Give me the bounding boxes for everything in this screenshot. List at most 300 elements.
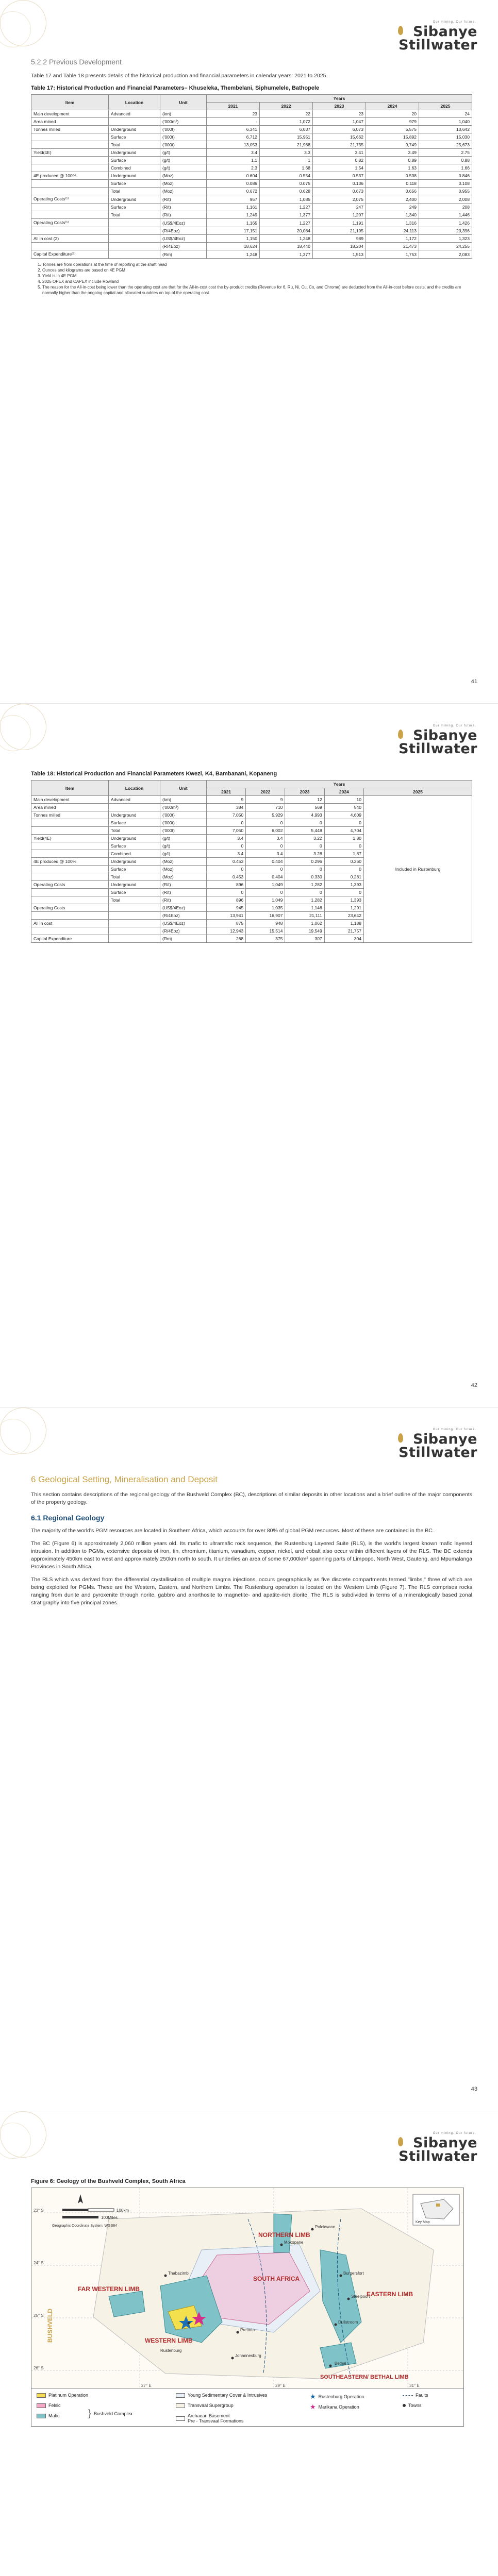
cell-value: 0: [246, 889, 285, 896]
cell-location: Total: [109, 827, 160, 835]
cell-unit: ('000t): [160, 141, 207, 149]
cell-value: 0: [246, 819, 285, 827]
cell-unit: ('000t): [160, 811, 207, 819]
cell-value: 896: [207, 881, 246, 889]
label-western: WESTERN LIMB: [145, 2337, 193, 2344]
north-arrow-icon: [78, 2194, 83, 2204]
cell-item: Operating Costs: [31, 904, 109, 912]
table-note: 3. Yield is in 4E PGM: [42, 273, 472, 279]
cell-location: Underground: [109, 835, 160, 842]
cell-value: 4,993: [285, 811, 324, 819]
cell-item: Area mined: [31, 118, 109, 126]
table-17-title: Table 17: Historical Production and Financial Parameters– Khuseleka, Thembelani, Siphumelele, Bathopele: [31, 85, 320, 91]
cell-value: 20: [366, 110, 419, 118]
cell-value: 2,075: [313, 195, 366, 204]
cell-item: Capital Expenditure: [31, 935, 109, 943]
legend-label: Bushveld Complex: [94, 2411, 133, 2416]
cell-value: 1,316: [366, 219, 419, 227]
cell-unit: ('000m²): [160, 804, 207, 811]
legend-label: Mafic: [48, 2413, 60, 2418]
table-note: 4. 2025 OPEX and CAPEX include Rowland: [42, 279, 472, 284]
cell-location: [109, 250, 160, 259]
lon-label: 31° E: [409, 2383, 420, 2388]
scale-km: 100km: [117, 2208, 129, 2213]
legend-label: Felsic: [48, 2403, 61, 2408]
cell-item: [31, 912, 109, 920]
cell-location: [109, 243, 160, 250]
coordinate-system: Geographic Coordinate System: WGS84: [52, 2224, 118, 2228]
figure-6-title: Figure 6: Geology of the Bushveld Complex, South Africa: [31, 2178, 186, 2184]
merged-note-cell: Included in Rustenburg: [363, 796, 472, 943]
cell-unit: (Moz): [160, 866, 207, 873]
scale-bar: [62, 2216, 98, 2218]
legend-label: Rustenburg Operation: [318, 2394, 364, 2399]
table-row: [31, 796, 472, 804]
table-note: 2. Ounces and kilograms are based on 4E PGM: [42, 267, 472, 273]
cell-value: 0.628: [260, 188, 313, 195]
cell-value: 18,624: [207, 243, 260, 250]
cell-unit: (R/4Eoz): [160, 912, 207, 920]
cell-value: 3.4: [207, 850, 246, 858]
cell-item: [31, 243, 109, 250]
legend-label: Pre - Transvaal Formations: [188, 2418, 244, 2424]
town-marker: [340, 2275, 342, 2277]
cell-value: 15,951: [260, 133, 313, 141]
cell-value: 16,907: [246, 912, 285, 920]
cell-value: 1,291: [324, 904, 363, 912]
table-17: [31, 94, 472, 259]
cell-unit: (US$/4Eoz): [160, 219, 207, 227]
legend-label-group: [188, 2413, 244, 2424]
cell-value: 1,393: [324, 896, 363, 904]
cell-item: [31, 164, 109, 172]
cell-value: 1,072: [260, 118, 313, 126]
cell-value: 247: [313, 204, 366, 211]
cell-location: Underground: [109, 126, 160, 133]
cell-value: 18,440: [260, 243, 313, 250]
cell-value: 1,377: [260, 211, 313, 219]
cell-item: [31, 141, 109, 149]
cell-unit: (Moz): [160, 188, 207, 195]
col-location: Location: [109, 95, 160, 110]
cell-item: All in cost (2): [31, 235, 109, 243]
legend-bushveld-complex: [88, 2408, 132, 2419]
cell-value: 0: [207, 889, 246, 896]
cell-value: 268: [207, 935, 246, 943]
legend-felsic: [37, 2403, 61, 2408]
cell-value: 1,035: [246, 904, 285, 912]
col-year: 2025: [363, 788, 472, 796]
legend-archaean: [176, 2413, 244, 2424]
cell-location: Advanced: [109, 110, 160, 118]
cell-value: 0.537: [313, 172, 366, 180]
legend-transvaal: [176, 2403, 234, 2408]
table-17-notes: [31, 262, 472, 296]
cell-location: Surface: [109, 133, 160, 141]
legend-rustenburg: [310, 2393, 364, 2401]
cell-value: 1.87: [324, 850, 363, 858]
cell-value: 5,575: [366, 126, 419, 133]
cell-value: 0.330: [285, 873, 324, 881]
cell-value: 0: [207, 842, 246, 850]
cell-item: All in cost: [31, 920, 109, 927]
cell-location: Combined: [109, 164, 160, 172]
cell-value: 24: [419, 110, 472, 118]
cell-value: 20,396: [419, 227, 472, 235]
cell-unit: (Moz): [160, 180, 207, 188]
scale-bar: [88, 2209, 114, 2211]
cell-value: 3.41: [313, 149, 366, 157]
cell-location: [109, 227, 160, 235]
legend-swatch: [176, 2403, 185, 2408]
cell-unit: (g/t): [160, 157, 207, 164]
cell-value: 6,712: [207, 133, 260, 141]
cell-location: Underground: [109, 858, 160, 866]
table-18: [31, 780, 472, 943]
cell-value: 0.296: [285, 858, 324, 866]
cell-location: Total: [109, 188, 160, 195]
table-row: [31, 118, 472, 126]
cell-unit: (Moz): [160, 858, 207, 866]
col-year: 2022: [246, 788, 285, 796]
table-row: [31, 126, 472, 133]
cell-value: 0.955: [419, 188, 472, 195]
table-row: [31, 164, 472, 172]
cell-location: Surface: [109, 819, 160, 827]
cell-value: 0: [246, 866, 285, 873]
cell-unit: ('000t): [160, 133, 207, 141]
cell-value: 0.404: [246, 858, 285, 866]
cell-item: Yield(4E): [31, 835, 109, 842]
cell-unit: (Moz): [160, 873, 207, 881]
label-bushveld: BUSHVELD: [46, 2308, 54, 2343]
cell-value: 989: [313, 235, 366, 243]
table-note: 1. Tonnes are from operations at the time of reporting at the shaft head: [42, 262, 472, 267]
cell-unit: (Moz): [160, 172, 207, 180]
logo-tagline: Our mining. Our future.: [433, 1428, 476, 1431]
col-location: Location: [109, 781, 160, 796]
cell-value: 569: [285, 804, 324, 811]
cell-location: Surface: [109, 180, 160, 188]
cell-value: 1,161: [207, 204, 260, 211]
town-marker: [311, 2228, 314, 2231]
legend-platinum: [37, 2393, 88, 2398]
cell-location: Total: [109, 211, 160, 219]
cell-value: 12,943: [207, 927, 246, 935]
scale-miles: 100Miles: [101, 2215, 118, 2220]
cell-value: 3.3: [260, 149, 313, 157]
cell-value: 0.604: [207, 172, 260, 180]
col-year: 2025: [419, 103, 472, 110]
cell-location: Total: [109, 141, 160, 149]
cell-value: 1,040: [419, 118, 472, 126]
cell-unit: (R/4Eoz): [160, 243, 207, 250]
legend-label: Towns: [408, 2403, 422, 2408]
cell-value: 23: [207, 110, 260, 118]
company-logo: [395, 2132, 477, 2164]
col-unit: Unit: [160, 781, 207, 796]
cell-value: 0.453: [207, 873, 246, 881]
cell-unit: (g/t): [160, 842, 207, 850]
page-number: 42: [471, 1382, 477, 1388]
intro-paragraph: Table 17 and Table 18 presents details of the historical production and financial parameters in calendar years: 2021 to 2025.: [31, 73, 328, 79]
cell-value: 4,704: [324, 827, 363, 835]
legend-label: Marikana Operation: [318, 2404, 359, 2410]
cell-value: 0.554: [260, 172, 313, 180]
cell-value: 0.538: [366, 172, 419, 180]
town-marker: [237, 2331, 239, 2334]
legend-label: Transvaal Supergroup: [188, 2403, 234, 2408]
page-number: 41: [471, 679, 477, 685]
town-marker: [188, 2322, 190, 2325]
cell-value: 1,377: [260, 250, 313, 259]
cell-location: Underground: [109, 172, 160, 180]
cell-value: 0.108: [419, 180, 472, 188]
cell-value: 1,393: [324, 881, 363, 889]
cell-value: 15,514: [246, 927, 285, 935]
cell-value: 1,227: [260, 204, 313, 211]
cell-value: 948: [246, 920, 285, 927]
cell-location: Total: [109, 873, 160, 881]
cell-location: Total: [109, 896, 160, 904]
town-label: Polokwane: [315, 2225, 336, 2229]
town-marker: [280, 2244, 283, 2246]
flame-icon: [398, 26, 403, 35]
page-content: [31, 58, 472, 296]
paragraph: The RLS which was derived from the differential crystallisation of multiple magma injections, occurs geographically as five discrete compartments termed "limbs," three of which are being exploited for PGMs. These are the Western, Eastern, and Northern Limbs. The Rustenburg operation is located on the Western Limb (Figure 7). The RLS comprises rocks ranging from dunite and pyroxenite through norite, gabbro and anorthosite to magnetite- and apatite-rich diorite. The RLS is subdivided in terms of a mineralogically based zonal stratigraphy into five principal zones.: [31, 1577, 472, 1606]
logo-tagline: Our mining. Our future.: [433, 724, 476, 727]
cell-unit: ('000m²): [160, 118, 207, 126]
cell-item: [31, 180, 109, 188]
cell-value: 9: [207, 796, 246, 804]
cell-value: 18,204: [313, 243, 366, 250]
cell-value: 22: [260, 110, 313, 118]
cell-value: 2,008: [419, 195, 472, 204]
cell-value: 249: [366, 204, 419, 211]
table-row: [31, 235, 472, 243]
cell-unit: (R/t): [160, 204, 207, 211]
cell-value: 1,207: [313, 211, 366, 219]
cell-value: 710: [246, 804, 285, 811]
legend-swatch: [176, 2393, 185, 2398]
cell-unit: (R/t): [160, 211, 207, 219]
cell-value: 3.4: [207, 149, 260, 157]
cell-location: Underground: [109, 811, 160, 819]
cell-value: 0.673: [313, 188, 366, 195]
cell-unit: (g/t): [160, 835, 207, 842]
cell-value: 875: [207, 920, 246, 927]
legend-marikana: [310, 2403, 359, 2411]
cell-location: [109, 920, 160, 927]
cell-unit: (US$/4Eoz): [160, 920, 207, 927]
cell-value: 1: [260, 157, 313, 164]
cell-value: 10: [324, 796, 363, 804]
section-heading: 5.2.2 Previous Development: [31, 58, 122, 66]
label-southeastern: SOUTHEASTERN/ BETHAL LIMB: [320, 2374, 409, 2380]
company-logo: [395, 21, 477, 53]
label-far-western: FAR WESTERN LIMB: [78, 2285, 140, 2293]
cell-value: 0: [246, 842, 285, 850]
cell-value: 1,188: [324, 920, 363, 927]
legend-faults: [403, 2393, 428, 2398]
cell-unit: ('000t): [160, 126, 207, 133]
cell-value: 1,227: [260, 219, 313, 227]
town-marker: [329, 2365, 332, 2367]
cell-value: 5,929: [246, 811, 285, 819]
cell-value: 21,473: [366, 243, 419, 250]
paragraph: The majority of the world's PGM resources are located in Southern Africa, which accounts for over 80% of global PGM resources. Most of these are contained in the BC.: [31, 1528, 434, 1534]
cell-location: [109, 118, 160, 126]
town-label: Rustenburg: [160, 2348, 182, 2353]
legend-swatch: [176, 2416, 185, 2421]
legend-label: Young Sedimentary Cover & Intrusives: [188, 2393, 268, 2398]
cell-location: [109, 927, 160, 935]
cell-value: 3.28: [285, 850, 324, 858]
cell-unit: (g/t): [160, 164, 207, 172]
cell-unit: (g/t): [160, 850, 207, 858]
town-label: Bethal: [335, 2361, 346, 2366]
cell-location: [109, 912, 160, 920]
cell-value: 1.68: [260, 164, 313, 172]
logo-line2: Stillwater: [399, 37, 477, 53]
cell-item: [31, 889, 109, 896]
town-label: Steelpoort: [351, 2294, 370, 2299]
label-south-africa: SOUTH AFRICA: [253, 2275, 300, 2282]
cell-item: [31, 211, 109, 219]
cell-item: [31, 133, 109, 141]
page-41: [0, 0, 498, 703]
chapter-heading: 6 Geological Setting, Mineralisation and Deposit: [31, 1475, 218, 1484]
cell-value: 9: [246, 796, 285, 804]
cell-item: Main development: [31, 110, 109, 118]
col-item: Item: [31, 95, 109, 110]
table-17-body: [31, 110, 472, 259]
lon-label: 29° E: [275, 2383, 286, 2388]
legend-mafic: [37, 2413, 60, 2418]
company-logo: [395, 724, 477, 756]
cell-value: 10,642: [419, 126, 472, 133]
table-row: [31, 219, 472, 227]
cell-unit: (Rm): [160, 935, 207, 943]
cell-value: 24,113: [366, 227, 419, 235]
col-year: 2022: [260, 103, 313, 110]
col-year: 2024: [324, 788, 363, 796]
cell-unit: (R/4Eoz): [160, 227, 207, 235]
cell-unit: (R/t): [160, 881, 207, 889]
star-icon: ★: [310, 2393, 316, 2400]
cell-value: 1.54: [313, 164, 366, 172]
cell-value: 15,662: [313, 133, 366, 141]
logo-line2: Stillwater: [399, 2148, 477, 2164]
cell-location: Underground: [109, 881, 160, 889]
lon-label: 27° E: [141, 2383, 152, 2388]
col-unit: Unit: [160, 95, 207, 110]
cell-value: 1,282: [285, 896, 324, 904]
cell-value: 3.49: [366, 149, 419, 157]
cell-item: Yield(4E): [31, 149, 109, 157]
cell-value: 540: [324, 804, 363, 811]
flame-icon: [398, 1433, 403, 1443]
cell-value: 1,191: [313, 219, 366, 227]
cell-item: Operating Costs⁽¹⁾: [31, 219, 109, 227]
town-label: Dullstroom: [338, 2320, 358, 2325]
cell-value: 0.82: [313, 157, 366, 164]
logo-tagline: Our mining. Our future.: [433, 21, 476, 24]
cell-value: 1,172: [366, 235, 419, 243]
cell-value: 1.63: [366, 164, 419, 172]
cell-item: Tonnes milled: [31, 811, 109, 819]
cell-item: [31, 204, 109, 211]
town-marker: [335, 2324, 337, 2326]
cell-item: Area mined: [31, 804, 109, 811]
cell-unit: (US$/4Eoz): [160, 235, 207, 243]
key-map-location: [436, 2204, 440, 2207]
cell-value: 979: [366, 118, 419, 126]
cell-value: 1,513: [313, 250, 366, 259]
table-row: [31, 172, 472, 180]
cell-value: -: [207, 118, 260, 126]
legend-label: Platinum Operation: [48, 2393, 89, 2398]
cell-value: 384: [207, 804, 246, 811]
cell-value: 1,049: [246, 881, 285, 889]
cell-value: 0.136: [313, 180, 366, 188]
legend-label: Archaean Basement: [188, 2413, 230, 2418]
town-label: Johannesburg: [235, 2353, 261, 2358]
cell-value: 2.3: [207, 164, 260, 172]
cell-location: Advanced: [109, 796, 160, 804]
cell-value: 0: [207, 819, 246, 827]
cell-value: 0.88: [419, 157, 472, 164]
cell-value: 7,050: [207, 811, 246, 819]
geology-map: [31, 2188, 464, 2388]
label-eastern: EASTERN LIMB: [367, 2291, 413, 2298]
town-label: Mokopane: [284, 2240, 304, 2245]
cell-value: 304: [324, 935, 363, 943]
cell-value: 3.4: [246, 850, 285, 858]
lat-label: 25° S: [34, 2313, 44, 2318]
cell-value: 1,047: [313, 118, 366, 126]
cell-value: 1,150: [207, 235, 260, 243]
logo-line1: Sibanye: [413, 2135, 477, 2151]
cell-value: 3.22: [285, 835, 324, 842]
cell-value: 6,073: [313, 126, 366, 133]
company-logo: [395, 1428, 477, 1460]
legend-swatch: [37, 2393, 46, 2398]
cell-item: Operating Costs⁽¹⁾: [31, 195, 109, 204]
cell-value: 1,340: [366, 211, 419, 219]
lat-label: 26° S: [34, 2366, 44, 2370]
table-row: [31, 180, 472, 188]
cell-value: 1,085: [260, 195, 313, 204]
cell-location: [109, 904, 160, 912]
brace-icon: }: [88, 2408, 92, 2418]
star-icon: ★: [310, 2403, 316, 2411]
map-legend: [31, 2388, 464, 2427]
table-row: [31, 110, 472, 118]
col-year: 2021: [207, 103, 260, 110]
lat-label: 24° S: [34, 2261, 44, 2265]
cell-value: 0.281: [324, 873, 363, 881]
cell-value: 1,248: [260, 235, 313, 243]
page-content: [31, 2178, 472, 2427]
page-43: [0, 1408, 498, 2111]
cell-value: 6,037: [260, 126, 313, 133]
cell-value: 945: [207, 904, 246, 912]
cell-value: 23: [313, 110, 366, 118]
col-years: Years: [207, 781, 472, 788]
cell-location: Surface: [109, 842, 160, 850]
cell-item: [31, 896, 109, 904]
